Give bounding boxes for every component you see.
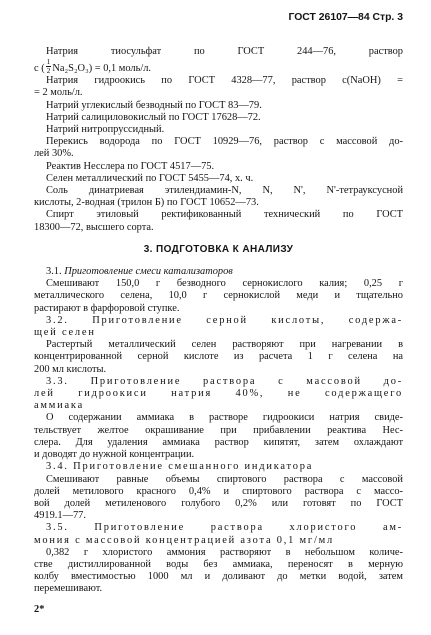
subsection-3-3-heading-line2: лей гидроокиси натрия 40%, не содержащего	[34, 388, 403, 400]
formula-rest: Na₂S₂O₃) = 0,1 моль/л.	[52, 63, 152, 74]
page-header: ГОСТ 26107—84 Стр. 3	[288, 12, 403, 23]
fraction-denominator: 2	[46, 66, 51, 76]
s31-line3: растирают в фарфоровой ступке.	[34, 302, 180, 314]
reagent-naoh-line1: Натрия гидроокись по ГОСТ 4328—77, раствор c(NaOH) =	[46, 75, 403, 87]
s35-line4: перемешивают.	[34, 583, 103, 595]
subsection-3-4-heading: 3.4. Приготовление смешанного индикатора	[46, 461, 314, 473]
fraction-numerator: 1	[46, 57, 51, 67]
reagent-edta-line1: Соль динатриевая этилендиамин-N, N, N', N'-тетрауксусной	[46, 185, 403, 197]
reagent-nessler: Реактив Несслера по ГОСТ 4517—75.	[46, 160, 215, 172]
subsection-title: Приготовление смеси катализаторов	[64, 266, 233, 278]
s31-line1: Смешивают 150,0 г безводного сернокислого калия; 0,25 г	[46, 278, 403, 290]
section-title: 3. ПОДГОТОВКА К АНАЛИЗУ	[143, 243, 294, 255]
s34-line4: 4919.1—77.	[34, 510, 86, 522]
s32-line3: 200 мл кислоты.	[34, 363, 107, 375]
formula-fraction	[46, 58, 52, 75]
s35-line3: колбу вместимостью 1000 мл и доливают до метки водой, затем	[34, 571, 403, 583]
reagent-peroxide-line1: Перекись водорода по ГОСТ 10929—76, раствор с массовой до-	[46, 136, 403, 148]
subsection-3-3-heading-line3: аммиака	[34, 400, 85, 412]
reagent-ethanol-line2: 18300—72, высшего сорта.	[34, 221, 154, 233]
reagent-peroxide-line2: лей 30%.	[34, 148, 74, 160]
document-body	[34, 46, 403, 596]
subsection-3-2-heading-line2: щей селен	[34, 327, 96, 339]
s33-line1: О содержании аммиака в растворе гидроокиси натрия свиде-	[46, 412, 403, 424]
s32-line1: Растертый металлический селен растворяют при нагревании в	[46, 339, 403, 351]
s35-line2: стве дистиллированной воды без аммиака, переносят в мерную	[34, 558, 403, 570]
subsection-3-5-heading-line2: мония с массовой концентрацией азота 0,1 мг/мл	[34, 534, 335, 546]
s34-line2: долей метилового красного 0,4% и спиртового раствора с массо-	[34, 485, 403, 497]
page-signature-mark: 2*	[34, 604, 45, 615]
subsection-number: 3.1.	[46, 266, 65, 278]
subsection-3-3-heading-line1: 3.3. Приготовление раствора с массовой до-	[46, 375, 403, 387]
s32-line2: концентрированной серной кислоте из расчета 1 г селена на	[34, 351, 403, 363]
s31-line2: металлического селена, 10,0 г сернокислой меди и тщательно	[34, 290, 403, 302]
formula-c: c (	[34, 63, 45, 74]
s33-line2: тельствует желтое окрашивание при прибавлении реактива Нес-	[34, 424, 403, 436]
reagent-edta-line2: кислоты, 2-водная (трилон Б) по ГОСТ 10652—73.	[34, 197, 259, 209]
reagent-ethanol-line1: Спирт этиловый ректификованный технический по ГОСТ	[46, 209, 403, 221]
s33-line4: и доводят до нужной концентрации.	[34, 449, 195, 461]
subsection-3-1-heading	[34, 266, 403, 278]
subsection-3-5-heading-line1: 3.5. Приготовление раствора хлористого ам-	[46, 522, 403, 534]
reagent-salicylate: Натрий салициловокислый по ГОСТ 17628—72.	[46, 111, 261, 123]
reagent-thiosulfate: Натрия тиосульфат по ГОСТ 244—76, раствор	[46, 46, 403, 57]
s33-line3: слера. Для удаления аммиака раствор кипятят, затем охлаждают	[34, 436, 403, 448]
s34-line3: вой долей метиленового голубого 0,2% или готовят по ГОСТ	[34, 497, 403, 509]
reagent-selenium: Селен металлический по ГОСТ 5455—74, х. ч.	[46, 172, 254, 184]
subsection-3-2-heading-line1: 3.2. Приготовление серной кислоты, содержа-	[46, 314, 403, 326]
s35-line1: 0,382 г хлористого аммония растворяют в небольшом количе-	[46, 546, 403, 558]
s34-line1: Смешивают равные объемы спиртового раствора с массовой	[46, 473, 403, 485]
thiosulfate-formula	[34, 58, 403, 75]
reagent-carbonate: Натрий углекислый безводный по ГОСТ 83—79.	[46, 99, 262, 111]
reagent-nitroprusside: Натрий нитропруссидный.	[46, 124, 165, 136]
reagent-naoh-line2: = 2 моль/л.	[34, 87, 83, 99]
